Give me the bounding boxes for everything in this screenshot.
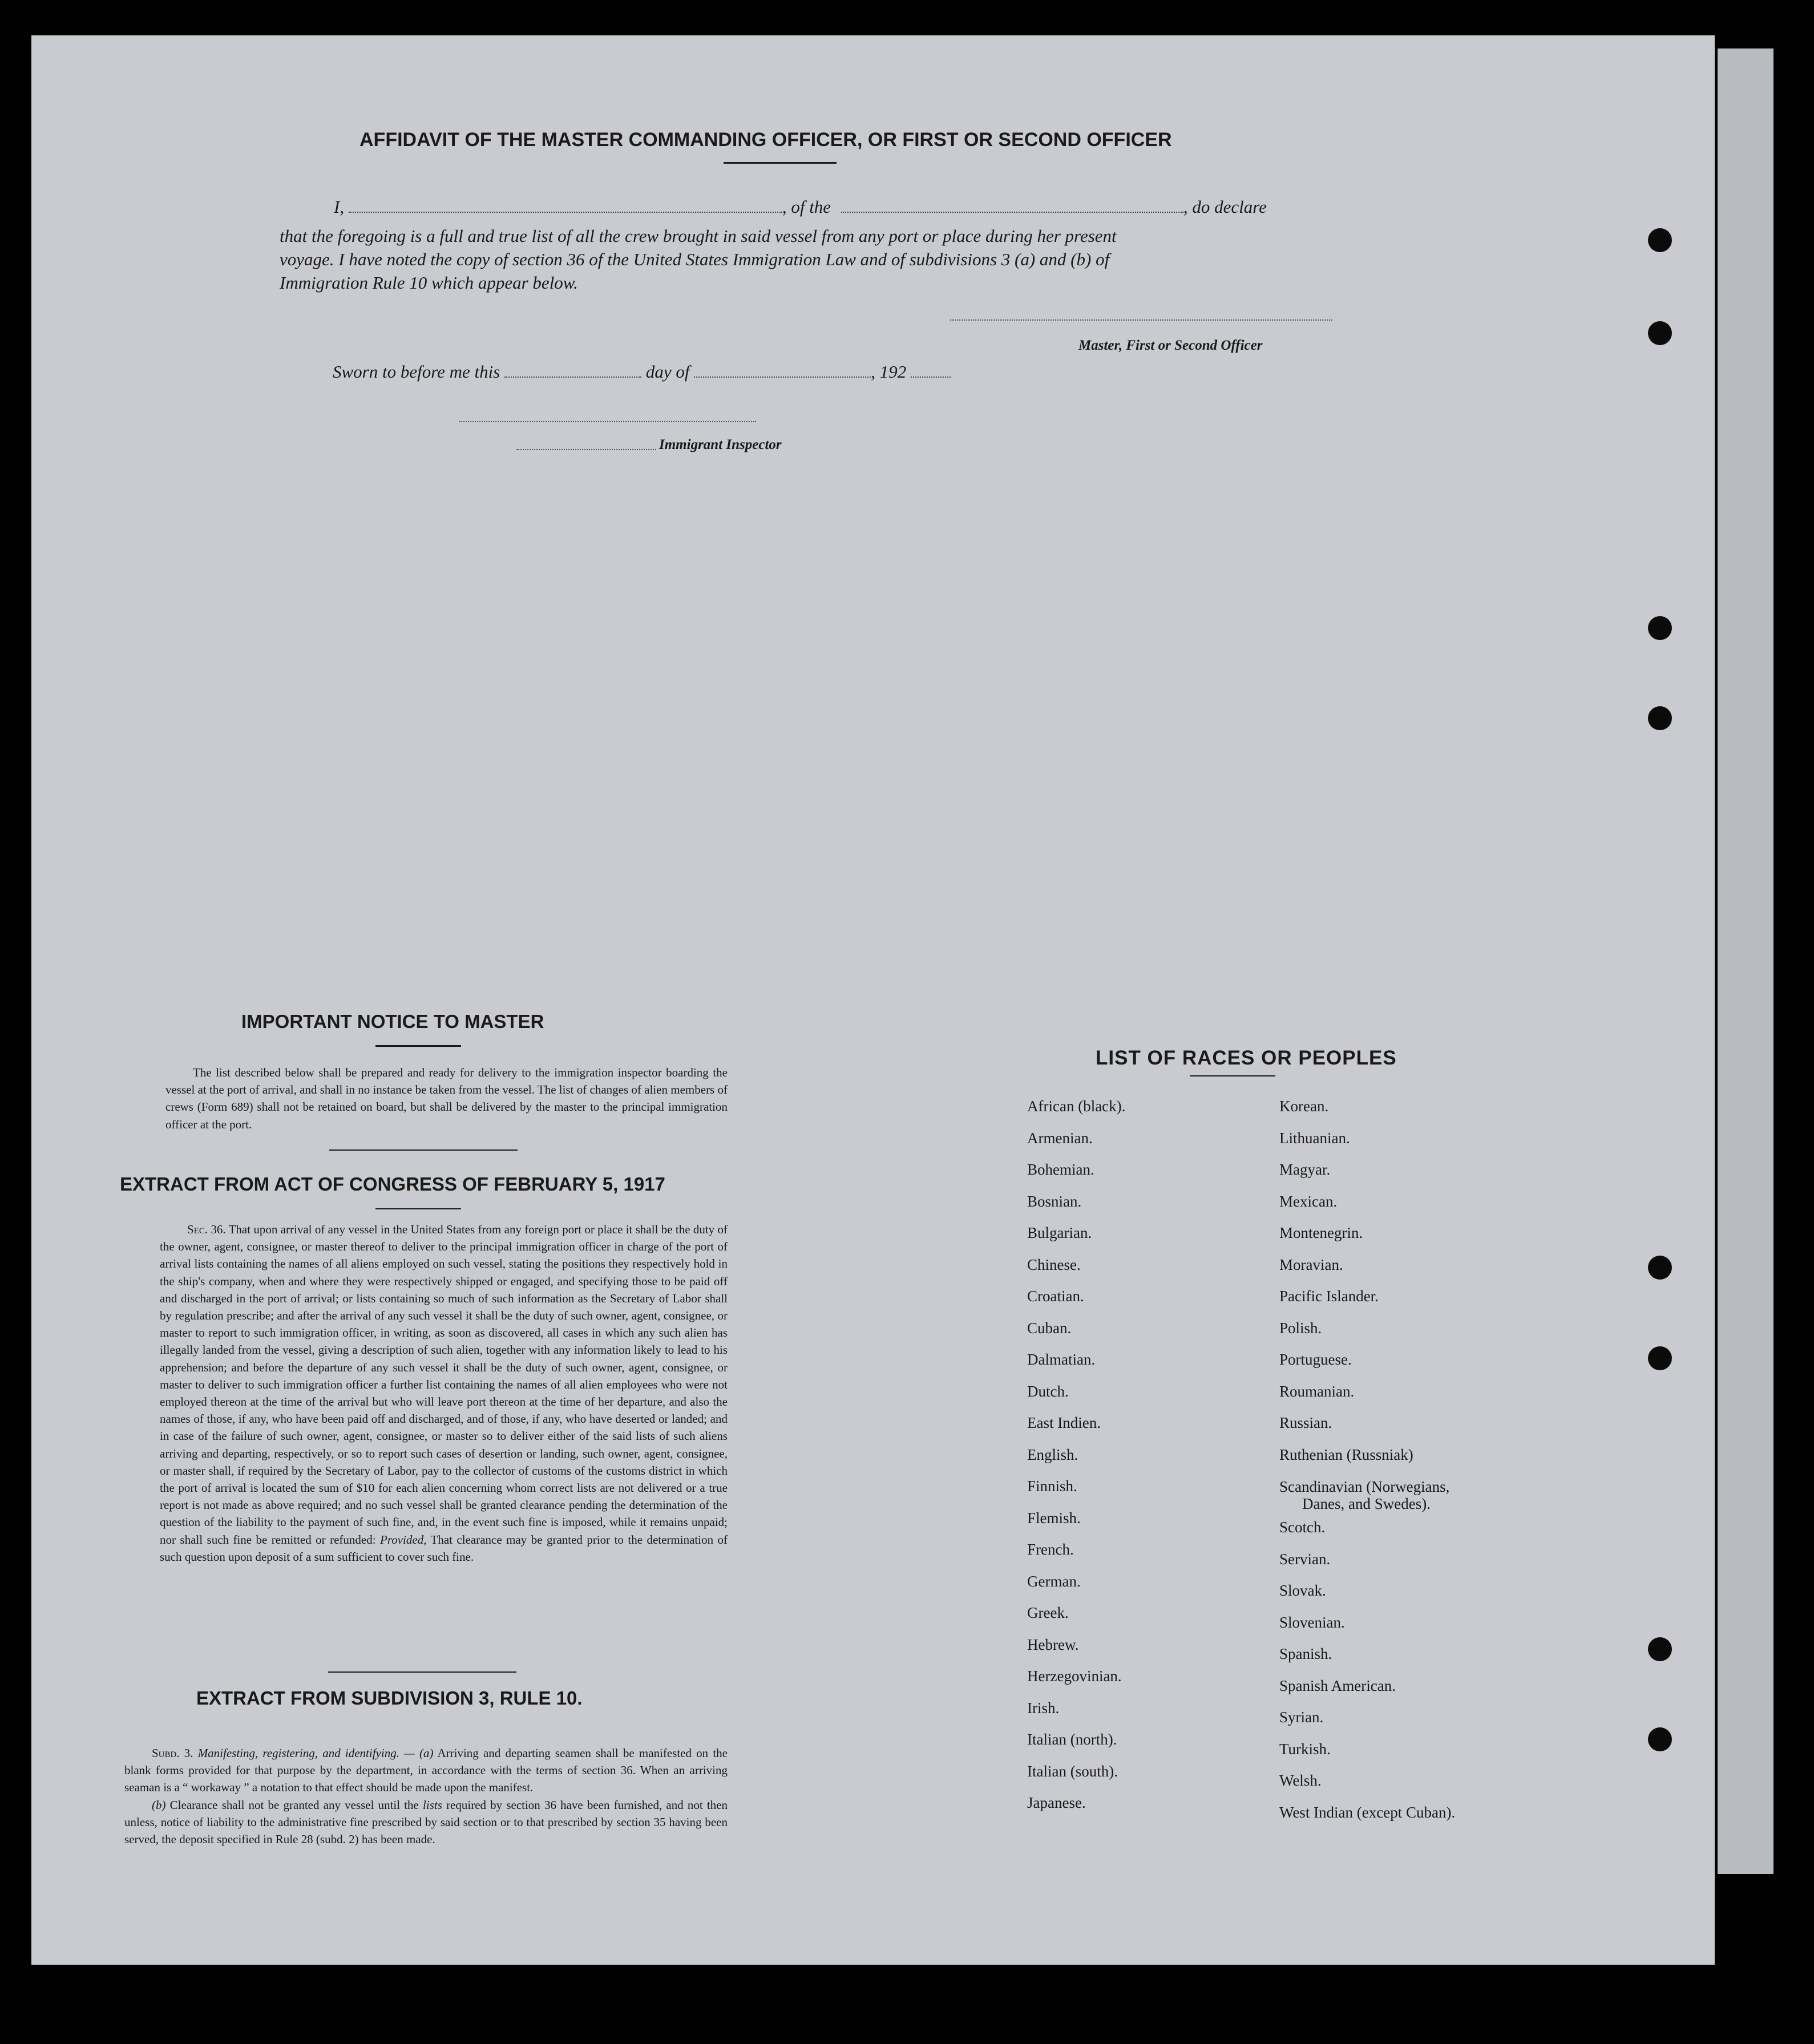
race-item: Bosnian. [1027,1192,1082,1210]
race-item: Bohemian. [1027,1161,1094,1178]
race-item: Syrian. [1279,1709,1324,1726]
sworn-day-blank[interactable] [504,377,641,378]
divider [329,1150,518,1151]
race-item: Chinese. [1027,1256,1081,1273]
race-item: Portuguese. [1279,1351,1352,1368]
divider [328,1671,516,1673]
race-item: Italian (north). [1027,1731,1117,1748]
races-title: LIST OF RACES OR PEOPLES [1096,1047,1397,1069]
declaration-line-2: that the foregoing is a full and true list of all the crew brought in said vessel from any port or place during her present [280,226,1117,246]
race-item: Ruthenian (Russniak) [1279,1446,1413,1463]
para-a-text: Arriving and departing seamen shall be manifested on the blank forms provided for that purpose by the department, in accordance with the terms of section 36. When an arriving seaman is a “ workaway ” a notation to that effect should be made upon the manifest. [124,1746,728,1795]
para-b-marker: (b) [152,1798,166,1812]
race-item: Scotch. [1279,1519,1326,1536]
race-item: Slovak. [1279,1582,1326,1599]
section-label: Sec. 36. [187,1223,226,1236]
declaration-line-4: Immigration Rule 10 which appear below. [280,273,578,293]
race-item: Greek. [1027,1604,1069,1621]
master-signature-line[interactable] [950,319,1332,321]
sworn-day-of: day of [645,362,690,382]
races-left-column [1027,1091,1125,1819]
race-item: Irish. [1027,1699,1060,1717]
declaration-i: I, [334,197,345,217]
extract-act-title: EXTRACT FROM ACT OF CONGRESS OF FEBRUARY 5, 1917 [120,1173,665,1195]
binder-hole [1648,1727,1672,1751]
sworn-month-blank[interactable] [694,377,871,378]
race-item: African (black). [1027,1098,1126,1115]
binder-hole [1648,1637,1672,1661]
extract-rule-title: EXTRACT FROM SUBDIVISION 3, RULE 10. [196,1687,583,1709]
binder-hole [1648,228,1672,252]
races-right-column [1279,1091,1455,1828]
binder-hole [1648,1256,1672,1280]
race-item: East Indien. [1027,1414,1101,1431]
race-item: Scandinavian (Norwegians, [1279,1478,1450,1495]
race-item: Bulgarian. [1027,1224,1092,1241]
declaration-line-3: voyage. I have noted the copy of section 36 of the United States Immigration Law and of subdivisions 3 (a) and (b) of [280,249,1110,269]
underlying-page-strip [1718,48,1773,1874]
race-item: Danes, and Swedes). [1302,1495,1431,1512]
notice-text [165,1064,728,1133]
sworn-prefix: Sworn to before me this [333,362,500,382]
race-item: Pacific Islander. [1279,1288,1379,1305]
race-item: Spanish American. [1279,1677,1396,1694]
race-item: Herzegovinian. [1027,1667,1122,1685]
notice-paragraph: The list described below shall be prepared and ready for delivery to the immigration inspector boarding the vessel at the port of arrival, and shall in no instance be taken from the vessel. The list of changes of alien members of crews (Form 689) shall not be retained on board, but shall be delivered by the master to the principal immigration officer at the port. [165,1066,728,1131]
inspector-signature-line[interactable] [459,421,756,422]
race-item: Montenegrin. [1279,1224,1363,1241]
race-item: Italian (south). [1027,1762,1118,1780]
para-b-text-2: required by section 36 have been furnished, and not then unless, notice of liability to the administrative fine prescribed by said section or to that prescribed by section 35 having been served, the deposit specified in Rule 28 (subd. 2) has been made. [124,1798,728,1847]
binder-hole [1648,616,1672,640]
race-item: Korean. [1279,1098,1329,1115]
race-item: Roumanian. [1279,1382,1355,1400]
race-item: Magyar. [1279,1161,1331,1178]
race-item: Servian. [1279,1550,1331,1568]
race-item: Cuban. [1027,1319,1072,1337]
race-item: Slovenian. [1279,1613,1345,1631]
inspector-label: Immigrant Inspector [659,437,782,452]
race-item: Japanese. [1027,1794,1086,1811]
race-item: Spanish. [1279,1645,1332,1662]
race-item: Croatian. [1027,1288,1084,1305]
binder-hole [1648,706,1672,730]
race-item: Dutch. [1027,1382,1069,1400]
race-item: Moravian. [1279,1256,1343,1273]
race-item: German. [1027,1572,1081,1590]
sworn-year-blank[interactable] [911,377,951,378]
para-a-marker: — (a) [404,1746,434,1760]
subdivision-heading: Manifesting, registering, and identifying. [197,1746,399,1760]
para-b-text-1: Clearance shall not be granted any vessel until the [169,1798,419,1812]
affidavit-title: AFFIDAVIT OF THE MASTER COMMANDING OFFICER, OR FIRST OR SECOND OFFICER [359,129,1172,151]
race-item: Flemish. [1027,1509,1081,1527]
race-item: West Indian (except Cuban). [1279,1803,1456,1821]
race-item: Welsh. [1279,1772,1322,1789]
race-item: Mexican. [1279,1192,1338,1210]
race-item: Russian. [1279,1414,1332,1431]
race-item: Armenian. [1027,1129,1093,1147]
master-signature-label: Master, First or Second Officer [1078,338,1263,353]
race-item: French. [1027,1541,1074,1558]
document-page [31,35,1715,1965]
race-item: Lithuanian. [1279,1129,1350,1147]
notice-title: IMPORTANT NOTICE TO MASTER [241,1011,544,1032]
divider [375,1208,461,1209]
declaration-line-1 [334,197,1267,217]
race-item: Finnish. [1027,1478,1077,1495]
para-b-lists: lists [423,1798,442,1812]
race-item: Hebrew. [1027,1636,1079,1653]
divider [1190,1075,1275,1076]
race-item: English. [1027,1446,1078,1463]
binder-hole [1648,321,1672,345]
proviso-word: Provided, [380,1532,427,1547]
proviso-text: That clearance may be granted prior to the determination of such question upon deposit of a sum sufficient to cover such fine. [160,1532,728,1564]
race-item: Dalmatian. [1027,1351,1096,1368]
inspector-signature-line-2[interactable] [516,449,656,450]
divider [375,1045,461,1047]
vessel-blank[interactable] [841,212,1183,213]
sworn-year: , 192 [871,362,907,382]
extract-rule-text [124,1745,728,1848]
race-item: Polish. [1279,1319,1322,1337]
extract-act-text [160,1221,728,1565]
section-36-text: That upon arrival of any vessel in the United States from any foreign port or place it shall be the duty of the owner, agent, consignee, or master thereof to deliver to the principal immigration officer in charge of the port of arrival lists containing the names of all aliens employed on such vessel, stating the positions they respectively hold in the ship's company, when and where they were respectively shipped or engaged, and specifying those to be paid off and discharged in the port of arrival; or lists containing so much of such information as the Secretary of Labor shall by regulation prescribe; and after the arrival of any such vessel it shall be the duty of such owner, agent, consignee, or master to report to such immigration officer, in writing, as soon as discovered, all cases in which any such alien has illegally landed from the vessel, giving a description of such alien, together with any information likely to lead to his apprehension; and before the departure of any such vessel it shall be the duty of such owner, agent, consignee, or master to deliver to such immigration officer a further list containing the names of all alien employees who were not employed thereon at the time of the arrival but who will leave port thereon at the time of her departure, and also the names of those, if any, who have been paid off and discharged, and of those, if any, who have deserted or landed; and in case of the failure of such owner, agent, consignee, or master so to deliver either of the said lists of such aliens arriving and departing, respectively, or so to report such cases of desertion or landing, such owner, agent, consignee, or master shall, if required by the Secretary of Labor, pay to the collector of customs of the customs district in which the port of arrival is located the sum of $10 for each alien concerning whom correct lists are not delivered or a true report is not made as above required; and no such vessel shall be granted clearance pending the determination of the question of the liability to the payment of such fine, and, in the event such fine is imposed, while it remains unpaid; nor shall such fine be remitted or refunded: [160,1223,728,1547]
binder-hole [1648,1346,1672,1370]
name-blank[interactable] [349,212,782,213]
declaration-of-the: , of the [782,197,831,217]
race-item: Turkish. [1279,1740,1331,1758]
sworn-line [333,362,951,382]
subdivision-label: Subd. 3. [152,1746,193,1760]
divider [724,162,837,164]
declaration-do-declare: , do declare [1183,197,1267,217]
